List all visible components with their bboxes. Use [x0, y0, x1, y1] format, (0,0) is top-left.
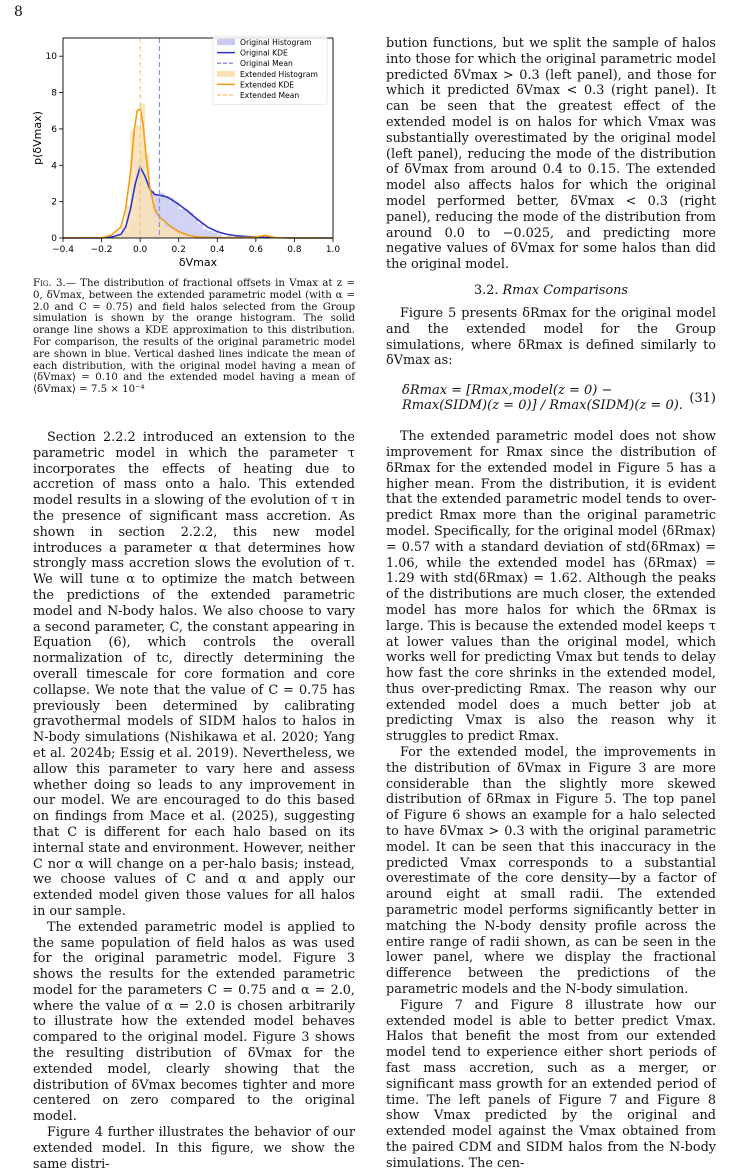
page-number: 8: [14, 4, 23, 20]
extended-histogram-bar: [155, 216, 160, 238]
x-axis-label: δVmax: [178, 256, 218, 269]
original-histogram-bar: [198, 223, 203, 238]
paragraph: Section 2.2.2 introduced an extension to the parametric model in which the parameter τ incorporates the effects of heating due to accretion of mass onto a halo. This extended model results in a slowing of the evolution of τ in the presence of significant mass accretion. As shown in section 2.2.2, this new model introduces a parameter α that determines how strongly mass accretion slows the evolution of τ. We will tune α to optimize the match between the predictions of the extended parametric model and N-body halos. We also choose to vary a second parameter, C, the constant appearing in Equation (6), which controls the overall normalization of tc, directly determining the overall timescale for core formation and core collapse. We note that the value of C = 0.75 has previously been determined by calibrating gravothermal models of SIDM halos to halos in N-body simulations (Nishikawa et al. 2020; Yang et al. 2024b; Essig et al. 2019). Nevertheless, we allow this parameter to vary here and assess whether doing so leads to any improvement in our model. We are encouraged to do this based on findings from Mace et al. (2025), suggesting that C is different for each halo based on its internal state and environment. However, neither C nor α will change on a per-halo basis; instead, we choose values of C and α and apply our extended model given those values for all halos in our sample.: [33, 430, 355, 919]
paragraph: Figure 7 and Figure 8 illustrate how our extended model is able to better predict Vmax. Halos that benefit the most from our extended model tend to experience either short periods of fast mass accretion, such as a merger, or significant mass growth for an extended period of time. The left panels of Figure 7 and Figure 8 show Vmax predicted by the original and extended model against the Vmax obtained from the paired CDM and SIDM halos from the N-body simulations. The cen-: [386, 997, 716, 1171]
chart-legend: [213, 36, 327, 105]
original-histogram-bar: [188, 213, 193, 238]
legend-label: Original Histogram: [240, 38, 312, 47]
x-tick-label: 0.0: [132, 245, 148, 255]
figure-label: Fig. 3.: [33, 278, 66, 289]
x-tick-label: −0.2: [90, 245, 113, 255]
extended-histogram-bar: [169, 229, 174, 238]
equation-body: δRmax = [Rmax,model(z = 0) − Rmax(SIDM)(z = 0)] / Rmax(SIDM)(z = 0).: [402, 383, 683, 414]
extended-histogram-bar: [164, 227, 169, 238]
x-tick-label: 1.0: [325, 245, 341, 255]
legend-swatch: [217, 71, 235, 77]
y-tick-label: 2: [51, 197, 57, 208]
figure-caption: [33, 278, 355, 396]
paragraph: bution functions, but we split the sample of halos into those for which the original parametric model predicted δVmax > 0.3 (left panel), and those for which it predicted δVmax < 0.3 (right panel). It can be seen that the greatest effect of the extended model is on halos for which Vmax was substantially overestimated by the original model (left panel), reducing the mode of the distribution of δVmax from around 0.4 to 0.15. The extended model also affects halos for which the original model performed better, δVmax < 0.3 (right panel), reducing the mode of the distribution from around 0.0 to −0.025, and predicting more negative values of δVmax for some halos than did the original model.: [386, 36, 716, 273]
y-tick-label: 8: [51, 88, 57, 99]
paragraph: The extended parametric model is applied to the same population of field halos as was used for the original parametric model. Figure 3 shows the results for the extended parametric model for the parameters C = 0.75 and α = 2.0, where the value of α = 2.0 is chosen arbitrarily to illustrate how the extended model behaves compared to the original model. Figure 3 shows the resulting distribution of δVmax for the extended model, clearly showing that the distribution of δVmax becomes tighter and more centered on zero compared to the original model.: [33, 919, 355, 1125]
x-tick-label: 0.6: [248, 245, 264, 255]
legend-label: Original KDE: [240, 48, 288, 58]
y-tick-label: 6: [51, 124, 57, 135]
left-body-text: [33, 430, 355, 1172]
chart-svg: [33, 30, 355, 270]
figure-3: [33, 30, 355, 270]
x-tick-label: 0.4: [210, 245, 225, 255]
paragraph: Figure 4 further illustrates the behavior of our extended model. In this figure, we show the same distri-: [33, 1125, 355, 1172]
paragraph: For the extended model, the improvements in the distribution of δVmax in Figure 3 are more considerable than the slightly more skewed distribution of δRmax in Figure 5. The top panel of Figure 6 shows an example for a halo selected to have δVmax > 0.3 with the original parametric model. It can be seen that this inaccuracy in the predicted Vmax corresponds to a substantial overestimate of the core density—by a factor of around eight at small radii. The extended parametric model performs significantly better in matching the N-body density profile across the entire range of radii shown, as can be seen in the lower panel, where we display the fractional difference between the predictions of the parametric models and the N-body simulation.: [386, 745, 716, 998]
equation-31: [386, 383, 716, 413]
extended-histogram-bar: [159, 222, 164, 238]
section-title: Rmax Comparisons: [502, 282, 628, 298]
y-tick-label: 10: [45, 52, 57, 63]
y-axis-label: p(δVmax): [31, 111, 44, 165]
equation-number: (31): [689, 390, 716, 406]
x-tick-label: 0.2: [171, 245, 186, 255]
x-tick-label: −0.4: [52, 245, 74, 255]
right-body-text: [386, 36, 716, 1172]
paragraph: The extended parametric model does not show improvement for Rmax since the distribution of δRmax for the extended model in Figure 5 has a higher mean. From the distribution, it is evident that the extended parametric model tends to over-predict Rmax more than the original parametric model. Specifically, for the original model ⟨δRmax⟩ = 0.57 with a standard deviation of std(δRmax) = 1.06, while the extended model has ⟨δRmax⟩ = 1.29 with std(δRmax) = 1.62. Although the peaks of the distributions are much closer, the extended model has more halos for which the δRmax is large. This is because the extended model keeps τ at lower values than the original model, which works well for predicting Vmax but tends to delay how fast the core shrinks in the extended model, thus over-predicting Rmax. The reason why our extended model does a much better job at predicting Vmax is also the reason why it struggles to predict Rmax.: [386, 429, 716, 745]
legend-label: Extended KDE: [240, 80, 295, 90]
original-histogram-bar: [193, 218, 198, 238]
figure-caption-text: — The distribution of fractional offsets in Vmax at z = 0, δVmax, between the extended parametric model (with α = 2.0 and C = 0.75) and field halos selected from the Group simulation is shown by the orange histogram. The solid orange line shows a KDE approximation to this distribution. For comparison, the results of the original parametric model are shown in blue. Vertical dashed lines indicate the mean of each distribution, with the original model having a mean of ⟨δVmax⟩ = 0.10 and the extended model having a mean of ⟨δVmax⟩ = 7.5 × 10⁻⁴: [33, 278, 355, 396]
legend-label: Extended Mean: [240, 91, 300, 100]
y-tick-label: 0: [51, 234, 57, 244]
legend-label: Extended Histogram: [240, 69, 318, 79]
legend-label: Original Mean: [240, 59, 293, 69]
paragraph: Figure 5 presents δRmax for the original model and the extended model for the Group simulations, where δRmax is defined similarly to δVmax as:: [386, 305, 716, 369]
y-tick-label: 4: [51, 161, 57, 172]
section-heading: [386, 283, 716, 298]
left-column: [31, 0, 355, 1172]
section-number: 3.2.: [474, 282, 499, 298]
x-tick-label: 0.8: [287, 245, 302, 255]
legend-swatch: [217, 39, 235, 45]
right-column: [386, 0, 716, 1171]
